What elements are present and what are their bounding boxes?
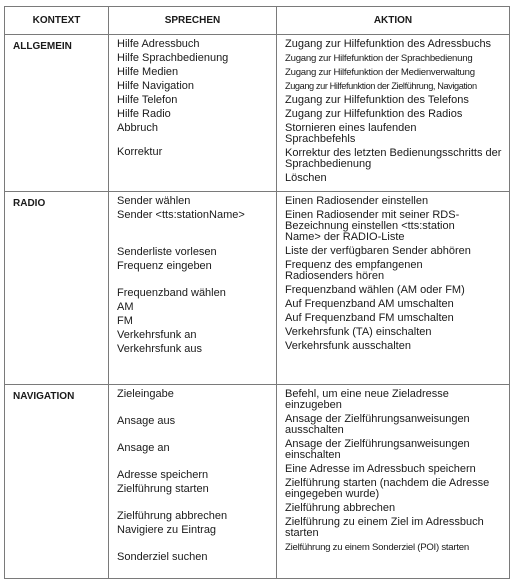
command-cell: Hilfe Navigation bbox=[117, 80, 195, 92]
command-cell: Sender wählen bbox=[117, 195, 191, 207]
action-cell: Verkehrsfunk (TA) einschalten bbox=[285, 326, 432, 338]
action-cell: Ansage der Zielführungsanweisungen einschalten bbox=[285, 438, 470, 461]
command-cell: Verkehrsfunk aus bbox=[117, 343, 202, 355]
command-cell: Sonderziel suchen bbox=[117, 551, 208, 563]
action-cell: Korrektur des letzten Bedienungsschritts der Sprachbedienung bbox=[285, 147, 502, 170]
command-cell: Hilfe Radio bbox=[117, 108, 171, 120]
action-cell: Frequenzband wählen (AM oder FM) bbox=[285, 284, 465, 296]
action-cell: Zielführung starten (nachdem die Adresse eingegeben wurde) bbox=[285, 477, 490, 500]
command-cell: Senderliste vorlesen bbox=[117, 246, 217, 258]
commands-radio bbox=[109, 192, 277, 385]
action-cell: Verkehrsfunk ausschalten bbox=[285, 340, 411, 352]
action-cell: Liste der verfügbaren Sender abhören bbox=[285, 245, 471, 257]
action-cell: Eine Adresse im Adressbuch speichern bbox=[285, 463, 476, 475]
action-cell: Löschen bbox=[285, 172, 327, 184]
context-allgemein: ALLGEMEIN bbox=[5, 35, 109, 192]
action-cell: Zugang zur Hilfefunktion des Radios bbox=[285, 108, 463, 120]
action-cell: Einen Radiosender mit seiner RDS-Bezeichnung einstellen <tts:station Name> der RADIO-Liste bbox=[285, 209, 460, 243]
command-cell: Sender <tts:stationName> bbox=[117, 209, 245, 221]
action-cell: Stornieren eines laufenden Sprachbefehls bbox=[285, 122, 417, 145]
action-cell: Frequenz des empfangenen Radiosenders hören bbox=[285, 259, 423, 282]
commands-navigation bbox=[109, 385, 277, 579]
action-cell: Zugang zur Hilfefunktion des Adressbuchs bbox=[285, 38, 492, 50]
command-cell: Hilfe Adressbuch bbox=[117, 38, 200, 50]
table-header-row bbox=[5, 7, 510, 35]
commands-allgemein bbox=[109, 35, 277, 192]
section-navigation bbox=[5, 385, 510, 579]
actions-navigation bbox=[277, 385, 510, 579]
header-kontext: KONTEXT bbox=[5, 7, 109, 35]
command-cell: Adresse speichern bbox=[117, 469, 209, 481]
command-cell: Ansage aus bbox=[117, 415, 176, 427]
action-cell: Auf Frequenzband AM umschalten bbox=[285, 298, 454, 310]
command-cell: Zielführung abbrechen bbox=[117, 510, 228, 522]
action-cell: Zugang zur Hilfefunktion der Sprachbedienung bbox=[285, 53, 473, 64]
command-cell: Korrektur bbox=[117, 146, 163, 158]
command-cell: Ansage an bbox=[117, 442, 170, 454]
action-cell: Zielführung zu einem Ziel im Adressbuch starten bbox=[285, 516, 484, 539]
command-cell: Zieleingabe bbox=[117, 388, 174, 400]
action-cell: Befehl, um eine neue Zieladresse einzugeben bbox=[285, 388, 449, 411]
command-cell: FM bbox=[117, 315, 133, 327]
action-cell: Ansage der Zielführungsanweisungen ausschalten bbox=[285, 413, 470, 436]
command-cell: Zielführung starten bbox=[117, 483, 209, 495]
command-cell: Hilfe Sprachbedienung bbox=[117, 52, 229, 64]
action-cell: Zugang zur Hilfefunktion der Zielführung, Navigation bbox=[285, 81, 477, 91]
context-navigation: NAVIGATION bbox=[5, 385, 109, 579]
command-cell: Navigiere zu Eintrag bbox=[117, 524, 217, 536]
action-cell: Zielführung zu einem Sonderziel (POI) starten bbox=[285, 542, 469, 553]
command-cell: Verkehrsfunk an bbox=[117, 329, 197, 341]
action-cell: Zugang zur Hilfefunktion der Medienverwaltung bbox=[285, 67, 475, 78]
section-allgemein bbox=[5, 35, 510, 192]
action-cell: Auf Frequenzband FM umschalten bbox=[285, 312, 454, 324]
context-radio: RADIO bbox=[5, 192, 109, 385]
section-radio bbox=[5, 192, 510, 385]
voice-command-table bbox=[4, 6, 510, 579]
action-cell: Zugang zur Hilfefunktion des Telefons bbox=[285, 94, 469, 106]
command-cell: Frequenzband wählen bbox=[117, 287, 226, 299]
command-cell: Hilfe Telefon bbox=[117, 94, 178, 106]
actions-allgemein bbox=[277, 35, 510, 192]
command-cell: Hilfe Medien bbox=[117, 66, 179, 78]
header-sprechen: SPRECHEN bbox=[109, 7, 277, 35]
command-cell: Abbruch bbox=[117, 122, 158, 134]
header-aktion: AKTION bbox=[277, 7, 510, 35]
command-cell: AM bbox=[117, 301, 134, 313]
command-cell: Frequenz eingeben bbox=[117, 260, 212, 272]
actions-radio bbox=[277, 192, 510, 385]
action-cell: Zielführung abbrechen bbox=[285, 502, 396, 514]
action-cell: Einen Radiosender einstellen bbox=[285, 195, 429, 207]
